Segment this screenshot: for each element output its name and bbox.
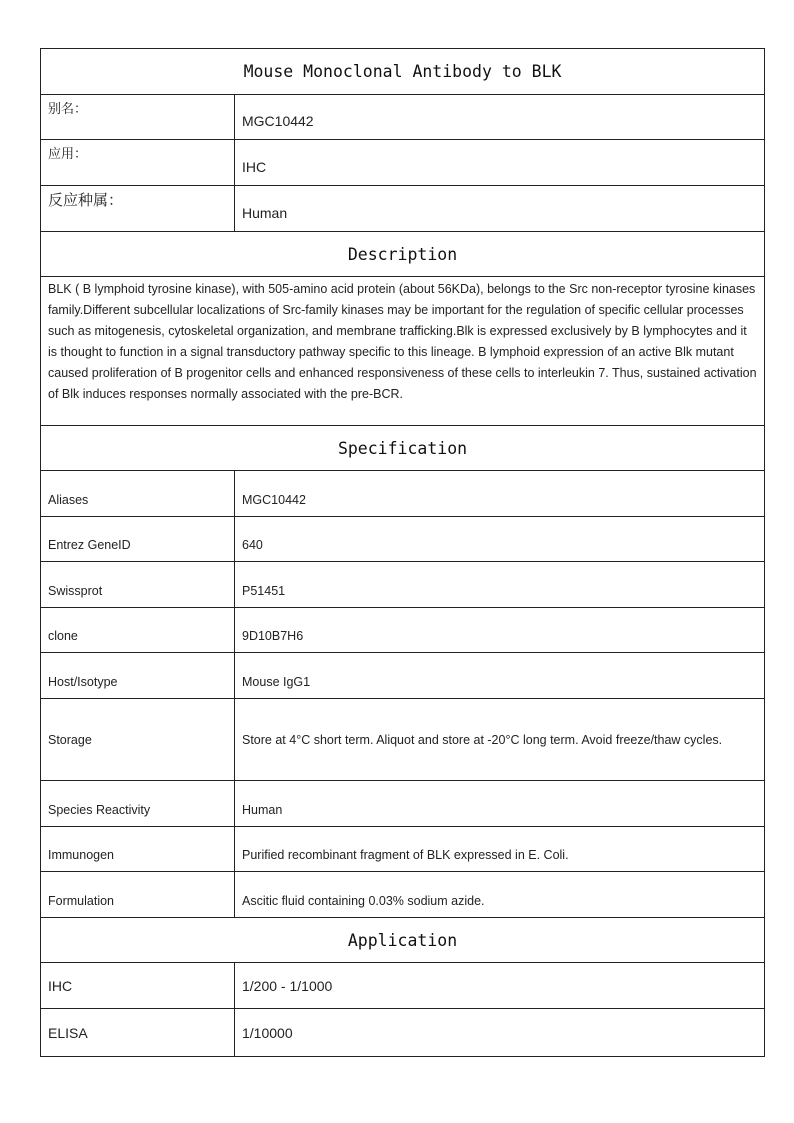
spec-value: 9D10B7H6 xyxy=(235,608,765,653)
application-row-ihc xyxy=(41,963,765,1009)
spec-value: MGC10442 xyxy=(235,471,765,517)
alias-value: MGC10442 xyxy=(235,95,765,140)
info-row-species xyxy=(41,186,765,232)
application-value: IHC xyxy=(235,140,765,186)
application-method: IHC xyxy=(41,963,235,1009)
info-row-alias xyxy=(41,95,765,140)
spec-label: Storage xyxy=(41,699,235,781)
spec-row-entrez-geneid xyxy=(41,517,765,562)
species-label: 反应种属： xyxy=(41,186,235,232)
spec-value: Mouse IgG1 xyxy=(235,653,765,699)
spec-value: 640 xyxy=(235,517,765,562)
alias-label: 别名： xyxy=(41,95,235,140)
specification-heading-row xyxy=(41,426,765,471)
description-text: BLK ( B lymphoid tyrosine kinase), with 505-amino acid protein (about 56KDa), belongs to the Src non-receptor tyrosine kinases family.Different subcellular localizations of Src-family kinases may be important for the regulation of specific cellular processes such as mitogenesis, cytoskeletal organization, and membrane trafficking.Blk is expressed exclusively by B lymphocytes and it is thought to function in a signal transductory pathway specific to this lineage. B lymphoid expression of an active Blk mutant caused proliferation of B progenitor cells and enhanced responsiveness of these cells to interleukin 7. Thus, sustained activation of Blk induces responses normally associated with the pre-BCR. xyxy=(41,277,765,426)
spec-row-swissprot xyxy=(41,562,765,608)
spec-row-immunogen xyxy=(41,827,765,872)
specification-heading: Specification xyxy=(41,426,765,471)
application-method: ELISA xyxy=(41,1009,235,1057)
spec-row-formulation xyxy=(41,872,765,918)
description-heading-row xyxy=(41,232,765,277)
spec-label: Formulation xyxy=(41,872,235,918)
page-title: Mouse Monoclonal Antibody to BLK xyxy=(41,49,765,95)
spec-label: Host/Isotype xyxy=(41,653,235,699)
spec-value: Ascitic fluid containing 0.03% sodium azide. xyxy=(235,872,765,918)
spec-label: Entrez GeneID xyxy=(41,517,235,562)
application-dilution: 1/200 - 1/1000 xyxy=(235,963,765,1009)
description-heading: Description xyxy=(41,232,765,277)
application-label: 应用： xyxy=(41,140,235,186)
spec-label: Immunogen xyxy=(41,827,235,872)
description-row xyxy=(41,277,765,426)
spec-label: Swissprot xyxy=(41,562,235,608)
spec-row-host-isotype xyxy=(41,653,765,699)
spec-row-aliases xyxy=(41,471,765,517)
spec-row-species-reactivity xyxy=(41,781,765,827)
application-dilution: 1/10000 xyxy=(235,1009,765,1057)
application-row-elisa xyxy=(41,1009,765,1057)
application-heading-row xyxy=(41,918,765,963)
spec-value: Store at 4°C short term. Aliquot and store at -20°C long term. Avoid freeze/thaw cycles. xyxy=(235,699,765,781)
spec-row-storage xyxy=(41,699,765,781)
spec-label: clone xyxy=(41,608,235,653)
info-row-application xyxy=(41,140,765,186)
product-datasheet-table xyxy=(40,48,765,1057)
spec-value: Human xyxy=(235,781,765,827)
spec-row-clone xyxy=(41,608,765,653)
spec-value: P51451 xyxy=(235,562,765,608)
application-heading: Application xyxy=(41,918,765,963)
species-value: Human xyxy=(235,186,765,232)
spec-label: Aliases xyxy=(41,471,235,517)
title-row xyxy=(41,49,765,95)
spec-label: Species Reactivity xyxy=(41,781,235,827)
spec-value: Purified recombinant fragment of BLK expressed in E. Coli. xyxy=(235,827,765,872)
